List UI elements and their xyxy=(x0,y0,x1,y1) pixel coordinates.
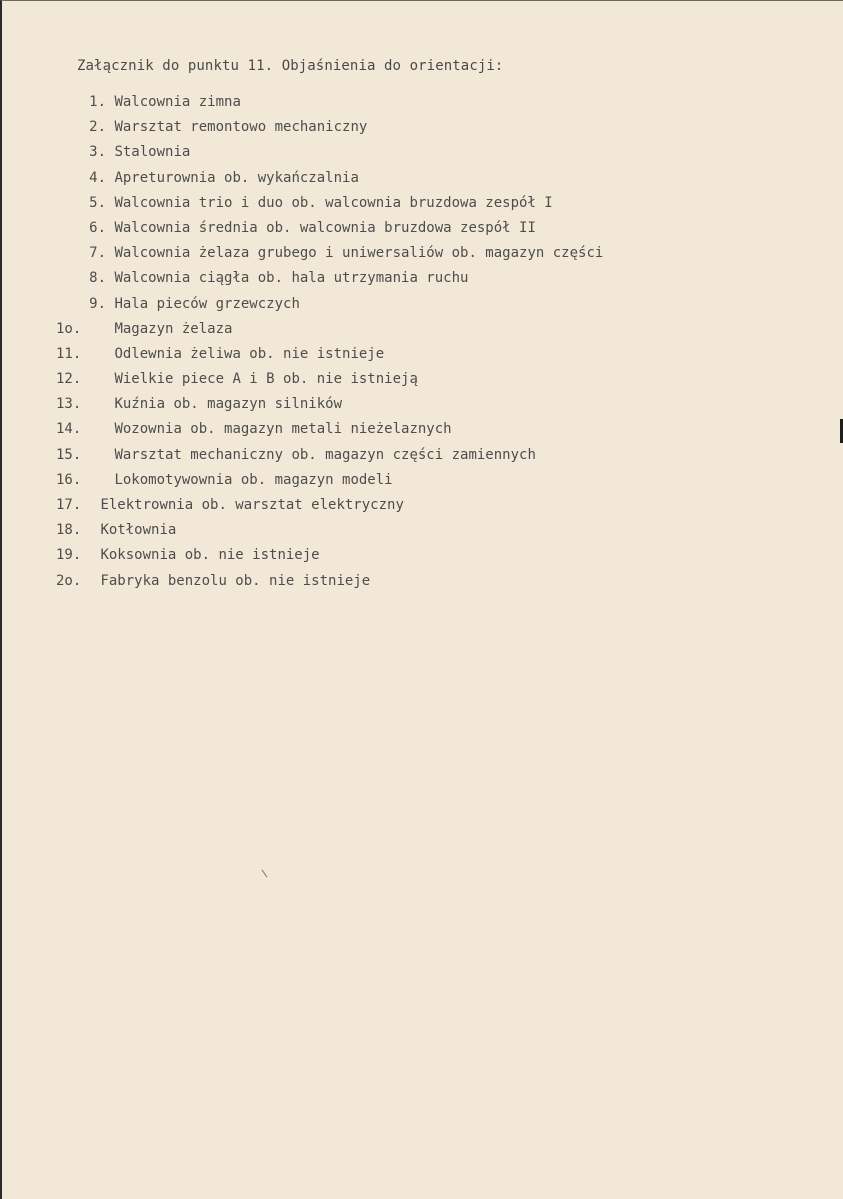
item-number: 17. xyxy=(56,497,82,513)
document-heading: Załącznik do punktu 11. Objaśnienia do orientacji: xyxy=(77,58,504,74)
item-number: 13. xyxy=(56,396,82,413)
item-number: 1o. xyxy=(56,320,82,337)
item-number: 2. xyxy=(89,119,106,136)
item-text: Walcownia średnia ob. walcownia bruzdowa zespół II xyxy=(114,219,536,236)
item-text: Elektrownia ob. warsztat elektryczny xyxy=(100,497,404,513)
building-list xyxy=(54,90,603,594)
item-text: Wozownia ob. magazyn metali nieżelaznych xyxy=(114,421,452,438)
item-number: 1. xyxy=(89,94,106,110)
item-text: Kotłownia xyxy=(100,522,177,539)
item-text: Walcownia trio i duo ob. walcownia bruzdowa zespół I xyxy=(114,194,553,211)
list-item xyxy=(54,191,603,216)
item-number: 16. xyxy=(56,471,82,488)
item-number: 19. xyxy=(56,547,82,564)
list-item xyxy=(54,115,603,140)
item-text: Stalownia xyxy=(114,144,191,161)
list-item xyxy=(54,292,603,317)
item-text: Walcownia ciągła ob. hala utrzymania ruchu xyxy=(114,270,469,287)
paper-speck xyxy=(262,870,268,878)
list-item xyxy=(54,443,603,468)
item-text: Kuźnia ob. magazyn silników xyxy=(114,396,343,413)
item-number: 2o. xyxy=(56,572,82,589)
item-number: 9. xyxy=(89,295,106,312)
item-number: 18. xyxy=(56,522,82,539)
list-item xyxy=(54,543,603,568)
item-text: Apreturownia ob. wykańczalnia xyxy=(114,169,359,186)
list-item xyxy=(54,392,603,417)
list-item xyxy=(54,493,603,518)
item-text: Warsztat remontowo mechaniczny xyxy=(114,119,368,136)
list-item xyxy=(54,90,603,115)
list-item xyxy=(54,317,603,342)
list-item xyxy=(54,468,603,493)
item-text: Lokomotywownia ob. magazyn modeli xyxy=(114,471,393,488)
list-item xyxy=(54,241,603,266)
list-item xyxy=(54,266,603,291)
item-text: Warsztat mechaniczny ob. magazyn części zamiennych xyxy=(114,446,536,463)
item-text: Koksownia ob. nie istnieje xyxy=(100,547,320,564)
item-number: 3. xyxy=(89,144,106,161)
item-text: Fabryka benzolu ob. nie istnieje xyxy=(100,572,371,589)
item-number: 4. xyxy=(89,169,106,186)
list-item xyxy=(54,367,603,392)
item-number: 6. xyxy=(89,219,106,236)
item-number: 12. xyxy=(56,371,82,388)
item-number: 11. xyxy=(56,345,82,362)
list-item xyxy=(54,417,603,442)
item-text: Wielkie piece A i B ob. nie istnieją xyxy=(114,371,418,388)
item-number: 7. xyxy=(89,245,106,262)
item-text: Walcownia żelaza grubego i uniwersaliów ob. magazyn części xyxy=(114,245,604,262)
list-item xyxy=(54,569,603,594)
list-item xyxy=(54,166,603,191)
list-item xyxy=(54,216,603,241)
item-text: Odlewnia żeliwa ob. nie istnieje xyxy=(114,345,385,362)
item-number: 14. xyxy=(56,421,82,438)
list-item xyxy=(54,342,603,367)
list-item xyxy=(54,518,603,543)
item-text: Walcownia zimna xyxy=(114,94,241,110)
item-number: 15. xyxy=(56,446,82,463)
item-number: 8. xyxy=(89,270,106,287)
item-text: Hala pieców grzewczych xyxy=(114,295,300,312)
item-number: 5. xyxy=(89,194,106,211)
list-item xyxy=(54,140,603,165)
item-text: Magazyn żelaza xyxy=(114,320,233,337)
